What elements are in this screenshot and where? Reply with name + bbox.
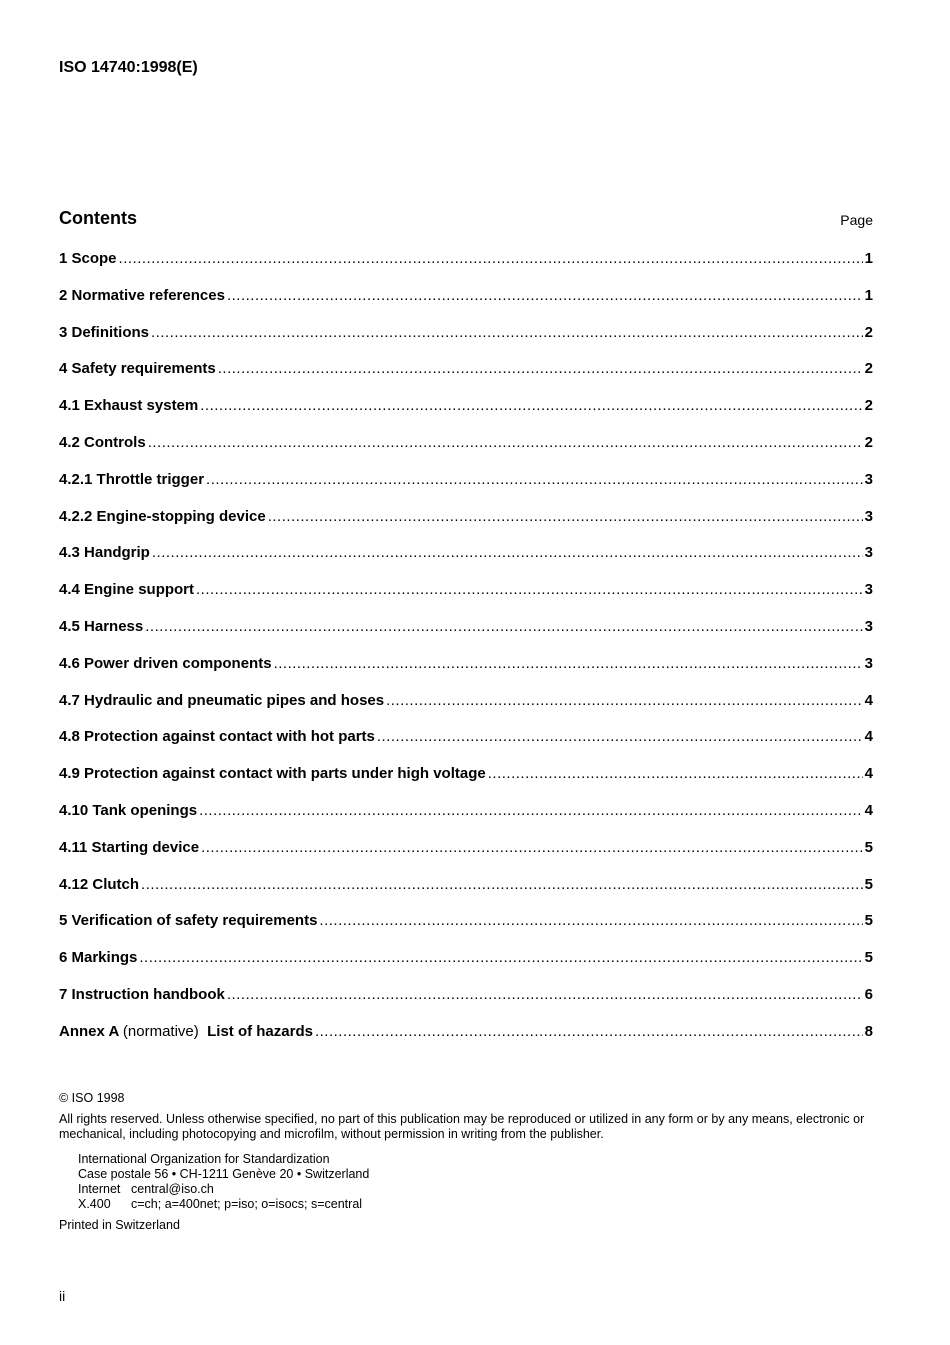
toc-entry-title: 4.7 Hydraulic and pneumatic pipes and hoses (59, 691, 385, 709)
x400-label: X.400 (78, 1197, 111, 1211)
toc-entry-page: 3 (864, 654, 873, 672)
toc-entry[interactable] (59, 692, 873, 729)
toc-entry-title: 4.3 Handgrip (59, 544, 150, 562)
toc-entry-title: 4.6 Power driven components (59, 654, 272, 672)
dot-leader (227, 986, 863, 1003)
toc-entry-page: 2 (864, 433, 873, 451)
copyright-line: © ISO 1998 (59, 1091, 125, 1105)
toc-entry-page: 6 (864, 985, 873, 1003)
toc-entry[interactable] (59, 324, 873, 361)
toc-entry-annex[interactable] (59, 1023, 873, 1060)
toc-entry[interactable] (59, 802, 873, 839)
dot-leader (227, 287, 863, 304)
toc-entry[interactable] (59, 876, 873, 913)
page-number: ii (59, 1288, 66, 1304)
toc-entry[interactable] (59, 544, 873, 581)
toc-entry-title: 4.8 Protection against contact with hot parts (59, 728, 375, 746)
toc-entry-title (59, 1023, 313, 1040)
toc-entry-title: 4.10 Tank openings (59, 801, 198, 819)
rights-statement: All rights reserved. Unless otherwise specified, no part of this publication may be reproduced or utilized in any form or by any means, electronic or mechanical, including photocopying and microfilm, without permission in writing from the publisher. (59, 1112, 865, 1141)
dot-leader (386, 692, 863, 709)
toc-entry-page: 2 (864, 360, 873, 378)
dot-leader (119, 250, 863, 267)
internet-label: Internet (78, 1182, 121, 1196)
printed-in: Printed in Switzerland (59, 1218, 180, 1232)
contents-title: Contents (59, 208, 137, 228)
internet-email: central@iso.ch (131, 1182, 214, 1196)
toc-entry-page: 3 (864, 544, 873, 562)
annex-label: Annex A (59, 1022, 119, 1040)
toc-entry[interactable] (59, 912, 873, 949)
toc-entry-page: 1 (864, 250, 873, 267)
publisher-address (78, 1152, 875, 1212)
toc-entry-page: 4 (864, 691, 873, 709)
toc-entry[interactable] (59, 471, 873, 508)
toc-entry-title: 4.12 Clutch (59, 875, 140, 893)
toc-entry-page: 3 (864, 470, 873, 488)
toc-entry[interactable] (59, 655, 873, 692)
contents-header (59, 208, 873, 232)
dot-leader (274, 655, 863, 672)
toc-entry[interactable] (59, 728, 873, 765)
dot-leader (488, 765, 863, 782)
toc-entry-page: 1 (864, 286, 873, 304)
document-identifier: ISO 14740:1998(E) (59, 59, 198, 76)
copyright-notice (59, 1091, 875, 1233)
toc-entry-page: 3 (864, 617, 873, 635)
dot-leader (152, 544, 863, 561)
page-column-label: Page (840, 212, 873, 228)
toc-entry-page: 3 (864, 581, 873, 599)
dot-leader (196, 581, 863, 598)
dot-leader (148, 434, 863, 451)
dot-leader (200, 397, 862, 414)
annex-title: List of hazards (207, 1022, 313, 1040)
dot-leader (145, 618, 862, 635)
postal-address: Case postale 56 • CH-1211 Genève 20 • Switzerland (78, 1167, 370, 1181)
toc-entry[interactable] (59, 949, 873, 986)
dot-leader (199, 802, 863, 819)
toc-entry[interactable] (59, 397, 873, 434)
dot-leader (377, 728, 863, 745)
toc-entry-title: 4.4 Engine support (59, 581, 195, 599)
dot-leader (151, 324, 863, 341)
toc-entry-title: 4.2.2 Engine-stopping device (59, 507, 266, 525)
toc-entry-page: 3 (864, 507, 873, 525)
toc-entry[interactable] (59, 618, 873, 655)
dot-leader (218, 360, 863, 377)
toc-entry-page: 2 (864, 323, 873, 341)
toc-entry-title: 4.11 Starting device (59, 838, 200, 856)
toc-entry-title: 6 Markings (59, 949, 138, 967)
toc-entry-page: 5 (864, 949, 873, 967)
toc-entry-title: 4.9 Protection against contact with parts under high voltage (59, 765, 486, 783)
dot-leader (201, 839, 863, 856)
toc-entry-page: 4 (864, 801, 873, 819)
x400-line (78, 1197, 875, 1212)
toc-entry-title: 2 Normative references (59, 286, 225, 304)
toc-entry-page: 5 (864, 912, 873, 930)
toc-entry[interactable] (59, 508, 873, 545)
toc-entry-title: 5 Verification of safety requirements (59, 912, 318, 930)
toc-entry[interactable] (59, 360, 873, 397)
dot-leader (315, 1023, 863, 1040)
toc-entry-page: 8 (864, 1022, 873, 1040)
toc-entry-title: 3 Definitions (59, 323, 150, 341)
toc-entry-title: 7 Instruction handbook (59, 985, 225, 1003)
dot-leader (268, 508, 863, 525)
toc-entry[interactable] (59, 839, 873, 876)
toc-entry-page: 5 (864, 838, 873, 856)
toc-entry-title: 4.5 Harness (59, 617, 144, 635)
toc-entry-page: 5 (864, 875, 873, 893)
toc-entry-page: 2 (864, 397, 873, 415)
annex-qualifier: (normative) (122, 1022, 199, 1040)
toc-entry-title: 4.2 Controls (59, 433, 146, 451)
toc-entry[interactable] (59, 250, 873, 287)
toc-entry[interactable] (59, 434, 873, 471)
toc-entry[interactable] (59, 581, 873, 618)
organization-name: International Organization for Standardization (78, 1152, 330, 1166)
dot-leader (206, 471, 863, 488)
table-of-contents (59, 250, 873, 1060)
toc-entry-page: 4 (864, 765, 873, 783)
dot-leader (319, 912, 862, 929)
internet-line (78, 1182, 875, 1197)
toc-entry-title: 4.2.1 Throttle trigger (59, 470, 205, 488)
toc-entry-page: 4 (864, 728, 873, 746)
x400-address: c=ch; a=400net; p=iso; o=isocs; s=central (131, 1197, 363, 1211)
toc-entry-title: 1 Scope (59, 250, 117, 267)
toc-entry-title: 4.1 Exhaust system (59, 397, 199, 415)
toc-entry[interactable] (59, 765, 873, 802)
toc-entry[interactable] (59, 287, 873, 324)
dot-leader (139, 949, 862, 966)
toc-entry[interactable] (59, 986, 873, 1023)
toc-entry-title: 4 Safety requirements (59, 360, 216, 378)
dot-leader (141, 876, 863, 893)
